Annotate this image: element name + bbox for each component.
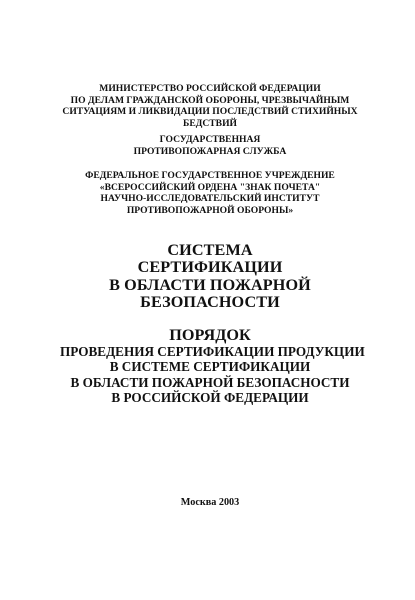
ministry-line-1: МИНИСТЕРСТВО РОССИЙСКОЙ ФЕДЕРАЦИИ (99, 83, 321, 94)
service-heading (60, 134, 360, 157)
system-title (60, 242, 360, 312)
system-line-4: БЕЗОПАСНОСТИ (140, 293, 280, 312)
procedure-line-2: В СИСТЕМЕ СЕРТИФИКАЦИИ (109, 359, 311, 375)
institute-line-2: «ВСЕРОССИЙСКИЙ ОРДЕНА "ЗНАК ПОЧЕТА" (99, 181, 321, 193)
procedure-subtitle (60, 344, 365, 406)
ministry-heading (60, 83, 360, 129)
ministry-line-4: БЕДСТВИЙ (183, 117, 237, 129)
ministry-line-3: СИТУАЦИЯМ И ЛИКВИДАЦИИ ПОСЛЕДСТВИЙ СТИХИЙНЫХ (62, 106, 358, 118)
ministry-line-2: ПО ДЕЛАМ ГРАЖДАНСКОЙ ОБОРОНЫ, ЧРЕЗВЫЧАЙНЫМ (70, 94, 350, 106)
system-line-2: СЕРТИФИКАЦИИ (137, 258, 283, 277)
service-line-2: ПРОТИВОПОЖАРНАЯ СЛУЖБА (133, 145, 287, 157)
service-line-1: ГОСУДАРСТВЕННАЯ (159, 134, 261, 145)
system-line-3: В ОБЛАСТИ ПОЖАРНОЙ (109, 275, 311, 294)
procedure-line-1: ПРОВЕДЕНИЯ СЕРТИФИКАЦИИ ПРОДУКЦИИ (60, 344, 365, 359)
institute-heading (60, 170, 360, 216)
procedure-line-3: В ОБЛАСТИ ПОЖАРНОЙ БЕЗОПАСНОСТИ (70, 374, 350, 390)
institute-line-3: НАУЧНО-ИССЛЕДОВАТЕЛЬСКИЙ ИНСТИТУТ (100, 193, 320, 205)
city-year: Москва 2003 (180, 497, 240, 508)
procedure-line-4: В РОССИЙСКОЙ ФЕДЕРАЦИИ (111, 390, 309, 406)
procedure-title: ПОРЯДОК (169, 326, 251, 344)
institute-line-4: ПРОТИВОПОЖАРНОЙ ОБОРОНЫ» (126, 204, 294, 216)
system-line-1: СИСТЕМА (167, 241, 253, 259)
institute-line-1: ФЕДЕРАЛЬНОЕ ГОСУДАРСТВЕННОЕ УЧРЕЖДЕНИЕ (85, 170, 335, 181)
